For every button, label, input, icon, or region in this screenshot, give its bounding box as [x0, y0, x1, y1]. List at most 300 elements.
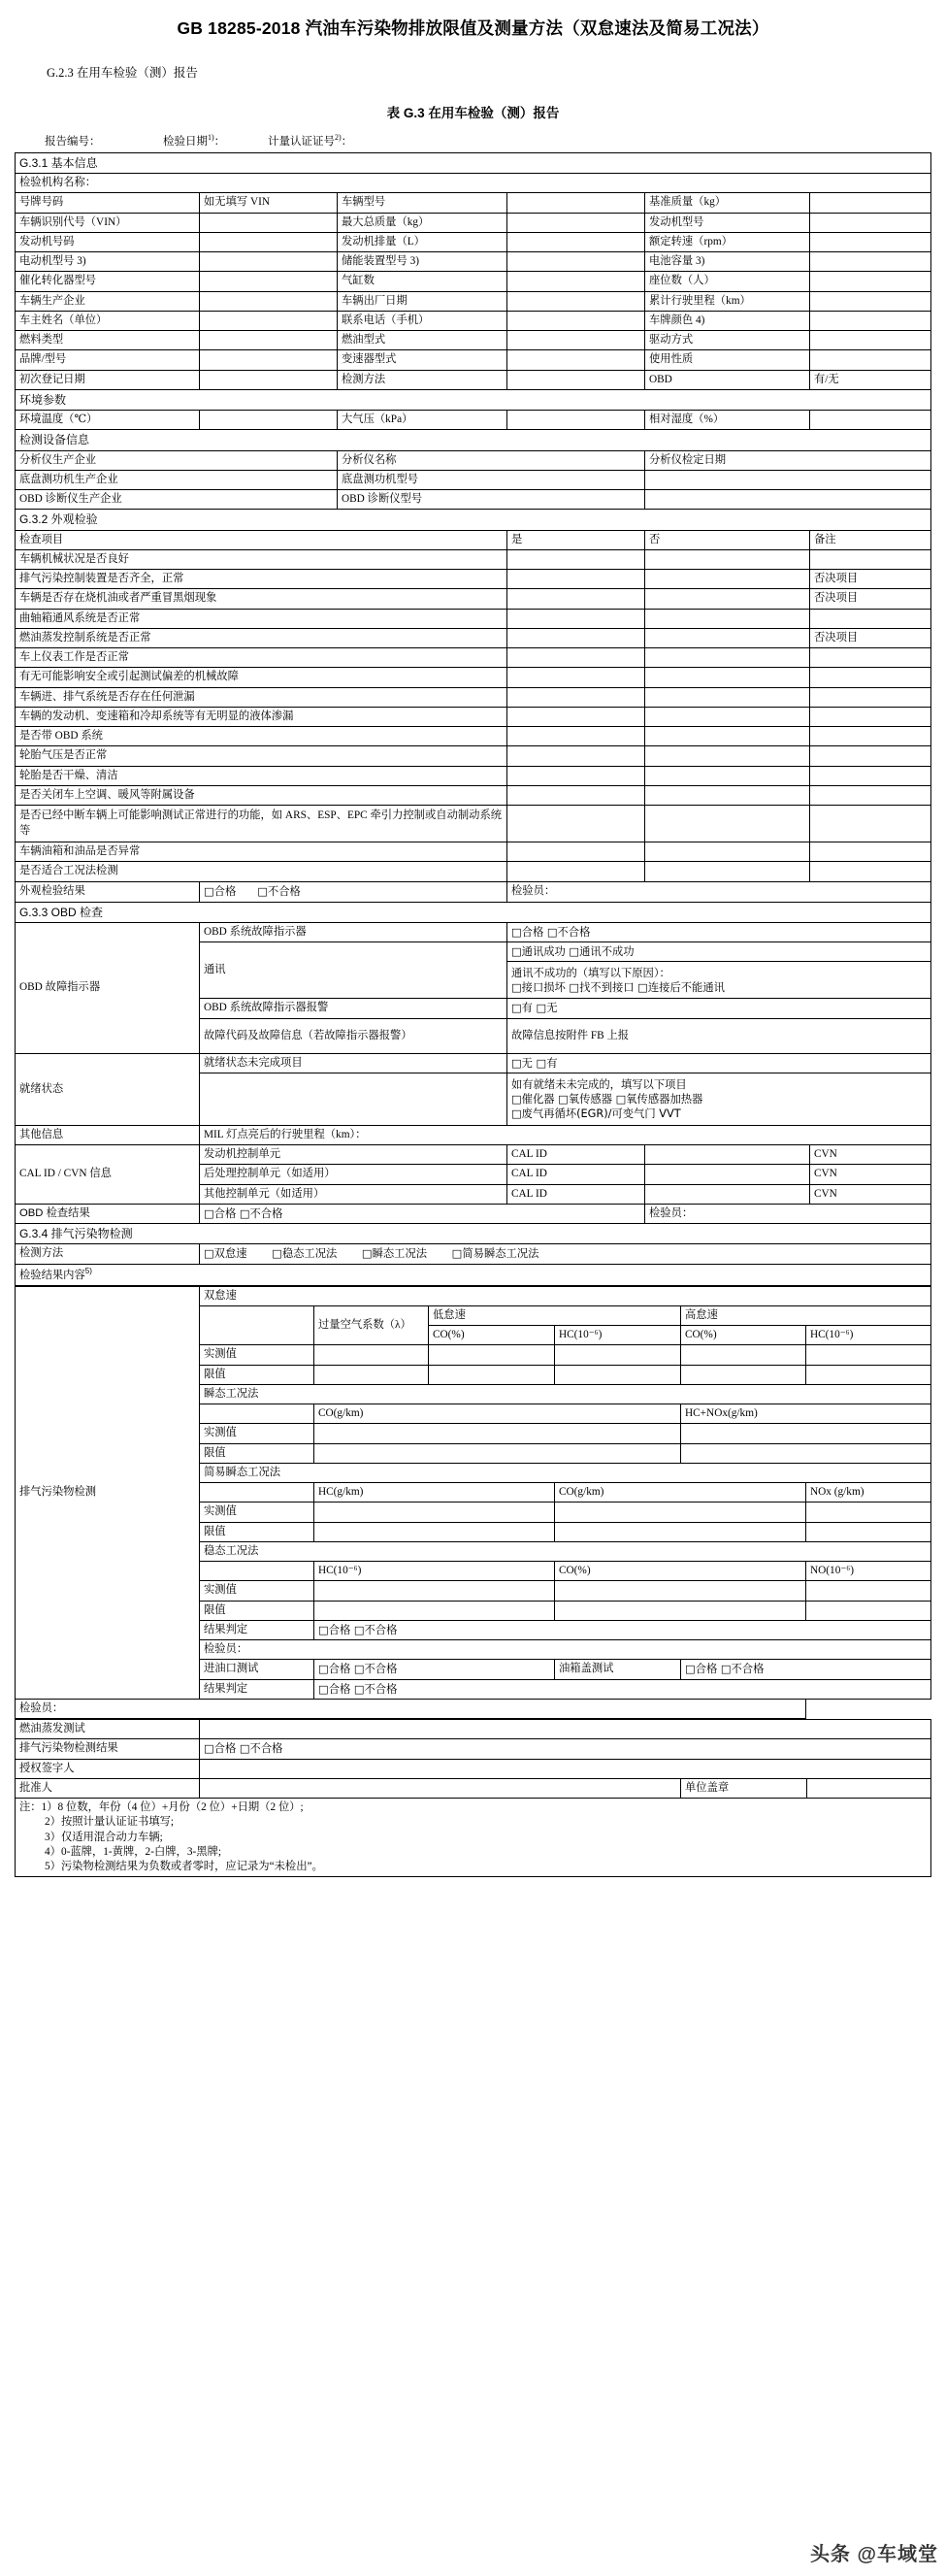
field-value[interactable]: 有/无 [809, 370, 930, 389]
obd-ready-value[interactable]: □无 □有 [506, 1053, 930, 1073]
calid-label: CAL ID [506, 1165, 644, 1184]
final-result-row [16, 1739, 931, 1759]
steady-inspector-field[interactable]: 检验员： [199, 1640, 930, 1660]
dual-idle-limit-lambda[interactable] [313, 1365, 428, 1384]
check-yes-cell[interactable] [506, 766, 644, 785]
env-humidity-value[interactable] [809, 411, 930, 430]
check-no-cell[interactable] [644, 862, 809, 881]
check-yes-cell[interactable] [506, 570, 644, 589]
section-header-row [15, 902, 930, 922]
evap-inlet-options[interactable]: □合格 □不合格 [313, 1660, 554, 1679]
obd-other-info-value[interactable]: MIL 灯点亮后的行驶里程（km）： [199, 1125, 930, 1144]
check-remark-cell [809, 785, 930, 805]
check-remark-cell [809, 609, 930, 628]
check-item-label: 是否已经中断车辆上可能影响测试正常进行的功能，如 ARS、ESP、EPC 牵引力控制或自动制动系统等 [15, 806, 506, 842]
table-row [15, 1286, 930, 1305]
table-row [15, 589, 930, 609]
field-value[interactable] [809, 311, 930, 330]
obd-inspector-field[interactable]: 检验员： [644, 1204, 930, 1223]
appearance-result-row [15, 881, 930, 902]
obd-ready-items[interactable] [506, 1073, 930, 1125]
check-no-cell[interactable] [644, 746, 809, 766]
simple-transient-limit-nox[interactable] [805, 1522, 930, 1541]
env-params-row [15, 411, 930, 430]
simple-transient-limit-hc[interactable] [313, 1522, 554, 1541]
check-remark-cell [809, 648, 930, 668]
table-row [15, 1699, 930, 1718]
field-value[interactable] [506, 252, 644, 272]
obd-ready-group-label: 就绪状态 [15, 1053, 199, 1125]
field-label: 发动机排量（L） [337, 232, 506, 251]
obd-comm-fail-options[interactable]: □接口损坏 □找不到接口 □连接后不能通讯 [510, 980, 725, 994]
check-remark-cell: 否决项目 [809, 570, 930, 589]
table-row [15, 766, 930, 785]
obd-mil-group-label: OBD 故障指示器 [15, 922, 199, 1053]
dual-idle-limit-low-co[interactable] [428, 1365, 554, 1384]
field-label: 座位数（人） [644, 272, 809, 291]
appearance-result-options[interactable] [199, 881, 506, 902]
obd-comm-fail-reasons[interactable] [506, 962, 930, 999]
obd-comm-fail-title: 通讯不成功的（填写以下原因）： [510, 966, 670, 979]
field-value[interactable] [199, 252, 337, 272]
table-row [15, 311, 930, 330]
obd-item-value[interactable]: □合格 □不合格 [506, 922, 930, 941]
field-value[interactable] [199, 370, 337, 389]
table-row [15, 350, 930, 370]
env-pressure-value[interactable] [506, 411, 644, 430]
steady-measured-hc[interactable] [313, 1581, 554, 1601]
steady-measured-label: 实测值 [199, 1581, 313, 1601]
transient-measured-label: 实测值 [199, 1424, 313, 1443]
section-header-row [15, 1224, 930, 1244]
method-dual-idle-checkbox[interactable]: □双怠速 [203, 1247, 247, 1261]
check-item-label: 轮胎是否干燥、清洁 [15, 766, 506, 785]
authorized-signer-field[interactable] [200, 1759, 931, 1778]
section-basic-info: G.3.1 基本信息 [15, 153, 930, 174]
check-no-cell[interactable] [644, 842, 809, 862]
note-line-4: 4）0-蓝牌，1-黄牌，2-白牌，3-黑牌; [45, 1845, 221, 1858]
cvn-label: CVN [813, 1187, 837, 1200]
field-label: 燃料类型 [15, 331, 199, 350]
check-item-label: 车辆的发动机、变速箱和冷却系统等有无明显的液体渗漏 [15, 707, 506, 726]
check-item-label: 车辆油箱和油品是否异常 [15, 842, 506, 862]
dual-idle-measured-lambda[interactable] [313, 1345, 428, 1365]
evap-judge-label: 结果判定 [199, 1679, 313, 1699]
org-name-label[interactable]: 检验机构名称： [15, 174, 930, 193]
approver-field[interactable] [200, 1778, 681, 1798]
field-label: 分析仪检定日期 [644, 450, 930, 470]
field-label: 车辆出厂日期 [337, 291, 506, 311]
steady-limit-hc[interactable] [313, 1601, 554, 1620]
table-row [15, 746, 930, 766]
field-label: 号牌号码 [15, 193, 199, 213]
dual-idle-measured-high-hc[interactable] [805, 1345, 930, 1365]
env-humidity-label: 相对湿度（%） [644, 411, 809, 430]
dual-idle-measured-high-co[interactable] [680, 1345, 805, 1365]
field-value[interactable] [506, 291, 644, 311]
section-env-params: 环境参数 [15, 389, 930, 410]
field-label: 车牌颜色 4) [644, 311, 809, 330]
field-value[interactable] [809, 213, 930, 232]
approver-label: 批准人 [16, 1778, 200, 1798]
authorized-signer-row [16, 1759, 931, 1778]
check-no-cell[interactable] [644, 628, 809, 647]
field-value[interactable] [809, 193, 930, 213]
check-no-cell[interactable] [644, 766, 809, 785]
table-row [15, 232, 930, 251]
check-item-label: 车上仪表工作是否正常 [15, 648, 506, 668]
field-value[interactable]: 如无填写 VIN [199, 193, 337, 213]
check-no-cell[interactable] [644, 785, 809, 805]
simple-transient-nox-header: NOx (g/km) [805, 1483, 930, 1503]
field-value[interactable] [809, 232, 930, 251]
obd-result-label: OBD 检查结果 [15, 1204, 199, 1223]
simple-transient-limit-label: 限值 [199, 1522, 313, 1541]
field-label: 最大总质量（kg） [337, 213, 506, 232]
calid-label: CAL ID [506, 1145, 644, 1165]
check-remark-cell [809, 727, 930, 746]
evap-label-row [16, 1720, 931, 1739]
transient-measured-hcnox[interactable] [680, 1424, 930, 1443]
field-value[interactable] [506, 370, 644, 389]
evap-inspector-field[interactable]: 检验员： [15, 1699, 805, 1718]
field-value[interactable] [199, 232, 337, 251]
check-item-label: 是否适合工况法检测 [15, 862, 506, 881]
transient-limit-co[interactable] [313, 1443, 680, 1463]
dual-idle-blank [199, 1305, 313, 1345]
steady-judge-label: 结果判定 [199, 1620, 313, 1639]
field-value[interactable] [199, 331, 337, 350]
dual-idle-limit-label: 限值 [199, 1365, 313, 1384]
field-value[interactable] [809, 291, 930, 311]
check-no-cell[interactable] [644, 668, 809, 687]
field-value[interactable] [809, 331, 930, 350]
cvn-cell[interactable] [809, 1145, 930, 1165]
field-label: 储能装置型号 3) [337, 252, 506, 272]
transient-blank [199, 1404, 313, 1424]
cvn-cell[interactable] [809, 1165, 930, 1184]
cvn-cell[interactable] [809, 1184, 930, 1204]
check-yes-cell[interactable] [506, 628, 644, 647]
method-steady-checkbox[interactable]: □稳态工况法 [272, 1247, 338, 1261]
field-label: 电动机型号 3) [15, 252, 199, 272]
notes-row [16, 1799, 931, 1877]
simple-transient-measured-hc[interactable] [313, 1503, 554, 1522]
table-row [15, 862, 930, 881]
table-row [15, 628, 930, 647]
low-idle-co-header: CO(%) [428, 1326, 554, 1345]
check-yes-cell[interactable] [506, 806, 644, 842]
steady-limit-label: 限值 [199, 1601, 313, 1620]
check-yes-cell[interactable] [506, 707, 644, 726]
check-yes-cell[interactable] [506, 648, 644, 668]
check-yes-cell[interactable] [506, 727, 644, 746]
table-row [15, 922, 930, 941]
note-line-3: 3）仅适用混合动力车辆; [45, 1831, 163, 1843]
check-item-label: 车辆是否存在烧机油或者严重冒黑烟现象 [15, 589, 506, 609]
check-remark-cell [809, 842, 930, 862]
obd-result-options[interactable]: □合格 □不合格 [199, 1204, 644, 1223]
steady-measured-co[interactable] [554, 1581, 805, 1601]
transient-title: 瞬态工况法 [199, 1384, 930, 1404]
check-yes-cell[interactable] [506, 842, 644, 862]
simple-transient-limit-co[interactable] [554, 1522, 805, 1541]
method-transient-checkbox[interactable]: □瞬态工况法 [361, 1247, 428, 1261]
appearance-inspector-field[interactable]: 检验员： [506, 881, 930, 902]
field-value[interactable] [506, 350, 644, 370]
document-title: GB 18285-2018 汽油车污染物排放限值及测量方法（双怠速法及简易工况法） [177, 18, 769, 38]
report-header-line [45, 133, 946, 149]
seal-field[interactable] [807, 1778, 931, 1798]
low-idle-header: 低怠速 [428, 1305, 680, 1325]
check-yes-cell[interactable] [506, 609, 644, 628]
check-no-cell[interactable] [644, 707, 809, 726]
check-remark-cell: 否决项目 [809, 628, 930, 647]
table-row [15, 570, 930, 589]
obd-item-value: 故障信息按附件 FB 上报 [506, 1018, 930, 1053]
field-label: OBD 诊断仪生产企业 [15, 490, 337, 510]
high-idle-co-header: CO(%) [680, 1326, 805, 1345]
final-results-table [15, 1719, 931, 1877]
table-row [15, 609, 930, 628]
field-value[interactable] [199, 213, 337, 232]
table-row [15, 450, 930, 470]
check-yes-cell[interactable] [506, 589, 644, 609]
emission-method-row [15, 1244, 930, 1264]
obd-item-label: OBD 系统故障指示器报警 [199, 999, 506, 1018]
check-no-cell[interactable] [644, 549, 809, 569]
dual-idle-measured-low-co[interactable] [428, 1345, 554, 1365]
table-row [15, 1053, 930, 1073]
steady-title: 稳态工况法 [199, 1541, 930, 1561]
report-number-label: 报告编号： [45, 136, 101, 148]
steady-limit-no[interactable] [805, 1601, 930, 1620]
calid-unit-label: 后处理控制单元（如适用） [199, 1165, 506, 1184]
field-value[interactable] [809, 252, 930, 272]
check-item-label: 是否带 OBD 系统 [15, 727, 506, 746]
check-item-label: 轮胎气压是否正常 [15, 746, 506, 766]
dual-idle-limit-high-co[interactable] [680, 1365, 805, 1384]
simple-transient-measured-label: 实测值 [199, 1503, 313, 1522]
field-label: 发动机型号 [644, 213, 809, 232]
section-emission: G.3.4 排气污染物检测 [15, 1224, 930, 1244]
appearance-fail-checkbox[interactable]: □不合格 [257, 884, 301, 898]
lambda-header: 过量空气系数（λ） [313, 1305, 428, 1345]
field-value[interactable] [809, 350, 930, 370]
inspection-date-label: 检验日期$^{1)}$： [163, 133, 226, 148]
calid-unit-label: 发动机控制单元 [199, 1145, 506, 1165]
calid-label: CAL ID [506, 1184, 644, 1204]
check-item-label: 是否关闭车上空调、暖风等附属设备 [15, 785, 506, 805]
high-idle-header: 高怠速 [680, 1305, 930, 1325]
transient-limit-label: 限值 [199, 1443, 313, 1463]
field-label: 分析仪名称 [337, 450, 644, 470]
steady-measured-no[interactable] [805, 1581, 930, 1601]
final-result-options[interactable]: □合格 □不合格 [200, 1739, 931, 1759]
check-item-label: 排气污染控制装置是否齐全，正常 [15, 570, 506, 589]
simple-transient-measured-co[interactable] [554, 1503, 805, 1522]
calid-value[interactable] [644, 1165, 809, 1184]
inspection-report-table [15, 152, 931, 1286]
transient-limit-hcnox[interactable] [680, 1443, 930, 1463]
field-label: 电池容量 3) [644, 252, 809, 272]
check-item-label: 车辆机械状况是否良好 [15, 549, 506, 569]
watermark-label: 头条 @车域堂 [809, 2544, 938, 2565]
field-value[interactable] [644, 490, 930, 510]
check-no-cell[interactable] [644, 648, 809, 668]
table-row [15, 648, 930, 668]
check-yes-cell[interactable] [506, 862, 644, 881]
steady-co-header: CO(%) [554, 1562, 805, 1581]
check-no-cell[interactable] [644, 687, 809, 707]
env-temp-label: 环境温度（℃） [15, 411, 199, 430]
field-value[interactable] [506, 331, 644, 350]
low-idle-hc-header: HC(10⁻⁶) [554, 1326, 680, 1345]
check-remark-cell [809, 668, 930, 687]
check-remark-cell [809, 707, 930, 726]
evap-cap-options[interactable]: □合格 □不合格 [680, 1660, 930, 1679]
emission-results-table [15, 1286, 931, 1720]
check-yes-cell[interactable] [506, 687, 644, 707]
simple-transient-measured-nox[interactable] [805, 1503, 930, 1522]
section-reference: G.2.3 在用车检验（测）报告 [47, 66, 198, 80]
dual-idle-limit-low-hc[interactable] [554, 1365, 680, 1384]
steady-limit-co[interactable] [554, 1601, 805, 1620]
seal-label: 单位盖章 [681, 1778, 807, 1798]
obd-ready-label: 就绪状态未完成项目 [199, 1053, 506, 1073]
cvn-label: CVN [813, 1148, 837, 1161]
field-label: 燃油型式 [337, 331, 506, 350]
note-line-1: 注：1）8 位数，年份（4 位）+月份（2 位）+日期（2 位）; [19, 1801, 304, 1814]
method-simple-transient-checkbox[interactable]: □简易瞬态工况法 [451, 1247, 539, 1261]
calid-value[interactable] [644, 1184, 809, 1204]
section-obd: G.3.3 OBD 检查 [15, 902, 930, 922]
transient-measured-co[interactable] [313, 1424, 680, 1443]
field-label: 使用性质 [644, 350, 809, 370]
field-value[interactable] [199, 272, 337, 291]
calid-value[interactable] [644, 1145, 809, 1165]
field-label: 变速器型式 [337, 350, 506, 370]
appearance-col-item: 检查项目 [15, 530, 506, 549]
table-row [15, 707, 930, 726]
table-row [15, 252, 930, 272]
field-value[interactable] [199, 311, 337, 330]
field-label: 分析仪生产企业 [15, 450, 337, 470]
steady-no-header: NO(10⁻⁶) [805, 1562, 930, 1581]
section-header-row [15, 153, 930, 174]
table-row [15, 1145, 930, 1165]
appearance-pass-checkbox[interactable]: □合格 [203, 884, 237, 898]
check-no-cell[interactable] [644, 589, 809, 609]
obd-ready-blank [199, 1073, 506, 1125]
field-label: 联系电话（手机） [337, 311, 506, 330]
field-value[interactable] [809, 272, 930, 291]
field-value[interactable] [199, 291, 337, 311]
field-value[interactable] [506, 272, 644, 291]
field-value[interactable] [506, 232, 644, 251]
calid-unit-label: 其他控制单元（如适用） [199, 1184, 506, 1204]
check-remark-cell: 否决项目 [809, 589, 930, 609]
check-no-cell[interactable] [644, 609, 809, 628]
authorized-signer-label: 授权签字人 [16, 1759, 200, 1778]
check-remark-cell [809, 806, 930, 842]
field-label: 车主姓名（单位） [15, 311, 199, 330]
result-content-row [15, 1264, 930, 1285]
steady-judge-options[interactable]: □合格 □不合格 [313, 1620, 930, 1639]
env-pressure-label: 大气压（kPa） [337, 411, 506, 430]
obd-item-label: 故障代码及故障信息（若故障指示器报警） [199, 1018, 506, 1053]
check-remark-cell [809, 549, 930, 569]
field-label: 底盘测功机型号 [337, 470, 644, 489]
table-row [15, 291, 930, 311]
check-yes-cell[interactable] [506, 668, 644, 687]
field-value[interactable] [199, 350, 337, 370]
field-value[interactable] [506, 193, 644, 213]
obd-item-label: 通讯 [199, 942, 506, 999]
dual-idle-limit-high-hc[interactable] [805, 1365, 930, 1384]
field-label: 品牌/型号 [15, 350, 199, 370]
check-no-cell[interactable] [644, 570, 809, 589]
check-no-cell[interactable] [644, 727, 809, 746]
table-row [15, 687, 930, 707]
table-row [15, 806, 930, 842]
check-yes-cell[interactable] [506, 785, 644, 805]
table-row [15, 370, 930, 389]
simple-transient-hc-header: HC(g/km) [313, 1483, 554, 1503]
field-label: 检测方法 [337, 370, 506, 389]
field-label: 初次登记日期 [15, 370, 199, 389]
emission-method-options[interactable] [199, 1244, 930, 1264]
obd-item-value[interactable]: □通讯成功 □通讯不成功 [506, 942, 930, 962]
cert-number-label: 计量认证证号$^{2)}$： [268, 133, 353, 148]
note-line-2: 2）按照计量认证证书填写; [45, 1816, 175, 1829]
field-label: OBD [644, 370, 809, 389]
obd-ready-items-line2[interactable]: □催化器 □氧传感器 □氧传感器加热器 [510, 1092, 703, 1106]
appearance-col-yes: 是 [506, 530, 644, 549]
obd-item-value[interactable]: □有 □无 [506, 999, 930, 1018]
check-yes-cell[interactable] [506, 746, 644, 766]
field-value[interactable] [644, 470, 930, 489]
emission-method-label: 检测方法 [15, 1244, 199, 1264]
section-header-row [15, 430, 930, 450]
evap-cap-label: 油箱盖测试 [554, 1660, 680, 1679]
table-row [15, 490, 930, 510]
check-remark-cell [809, 766, 930, 785]
field-label: 车辆生产企业 [15, 291, 199, 311]
field-label: 底盘测功机生产企业 [15, 470, 337, 489]
field-label: 额定转速（rpm） [644, 232, 809, 251]
check-yes-cell[interactable] [506, 549, 644, 569]
calid-group-label: CAL ID / CVN 信息 [15, 1145, 199, 1205]
check-no-cell[interactable] [644, 806, 809, 842]
field-value[interactable] [506, 213, 644, 232]
table-row [15, 785, 930, 805]
section-header-row [15, 389, 930, 410]
field-value[interactable] [506, 311, 644, 330]
table-row [15, 668, 930, 687]
section-equipment-info: 检测设备信息 [15, 430, 930, 450]
dual-idle-measured-low-hc[interactable] [554, 1345, 680, 1365]
evap-judge-options[interactable]: □合格 □不合格 [313, 1679, 930, 1699]
result-content-label: 检验结果内容$^{5)}$ [15, 1264, 930, 1285]
note-line-5: 5）污染物检测结果为负数或者零时，应记录为“未检出”。 [45, 1861, 323, 1873]
field-label: 驱动方式 [644, 331, 809, 350]
simple-transient-title: 简易瞬态工况法 [199, 1463, 930, 1482]
evap-group-label: 燃油蒸发测试 [16, 1720, 200, 1739]
check-remark-cell [809, 862, 930, 881]
env-temp-value[interactable] [199, 411, 337, 430]
obd-ready-items-line3[interactable]: □废气再循坏(EGR)/可变气门 VVT [510, 1107, 681, 1121]
